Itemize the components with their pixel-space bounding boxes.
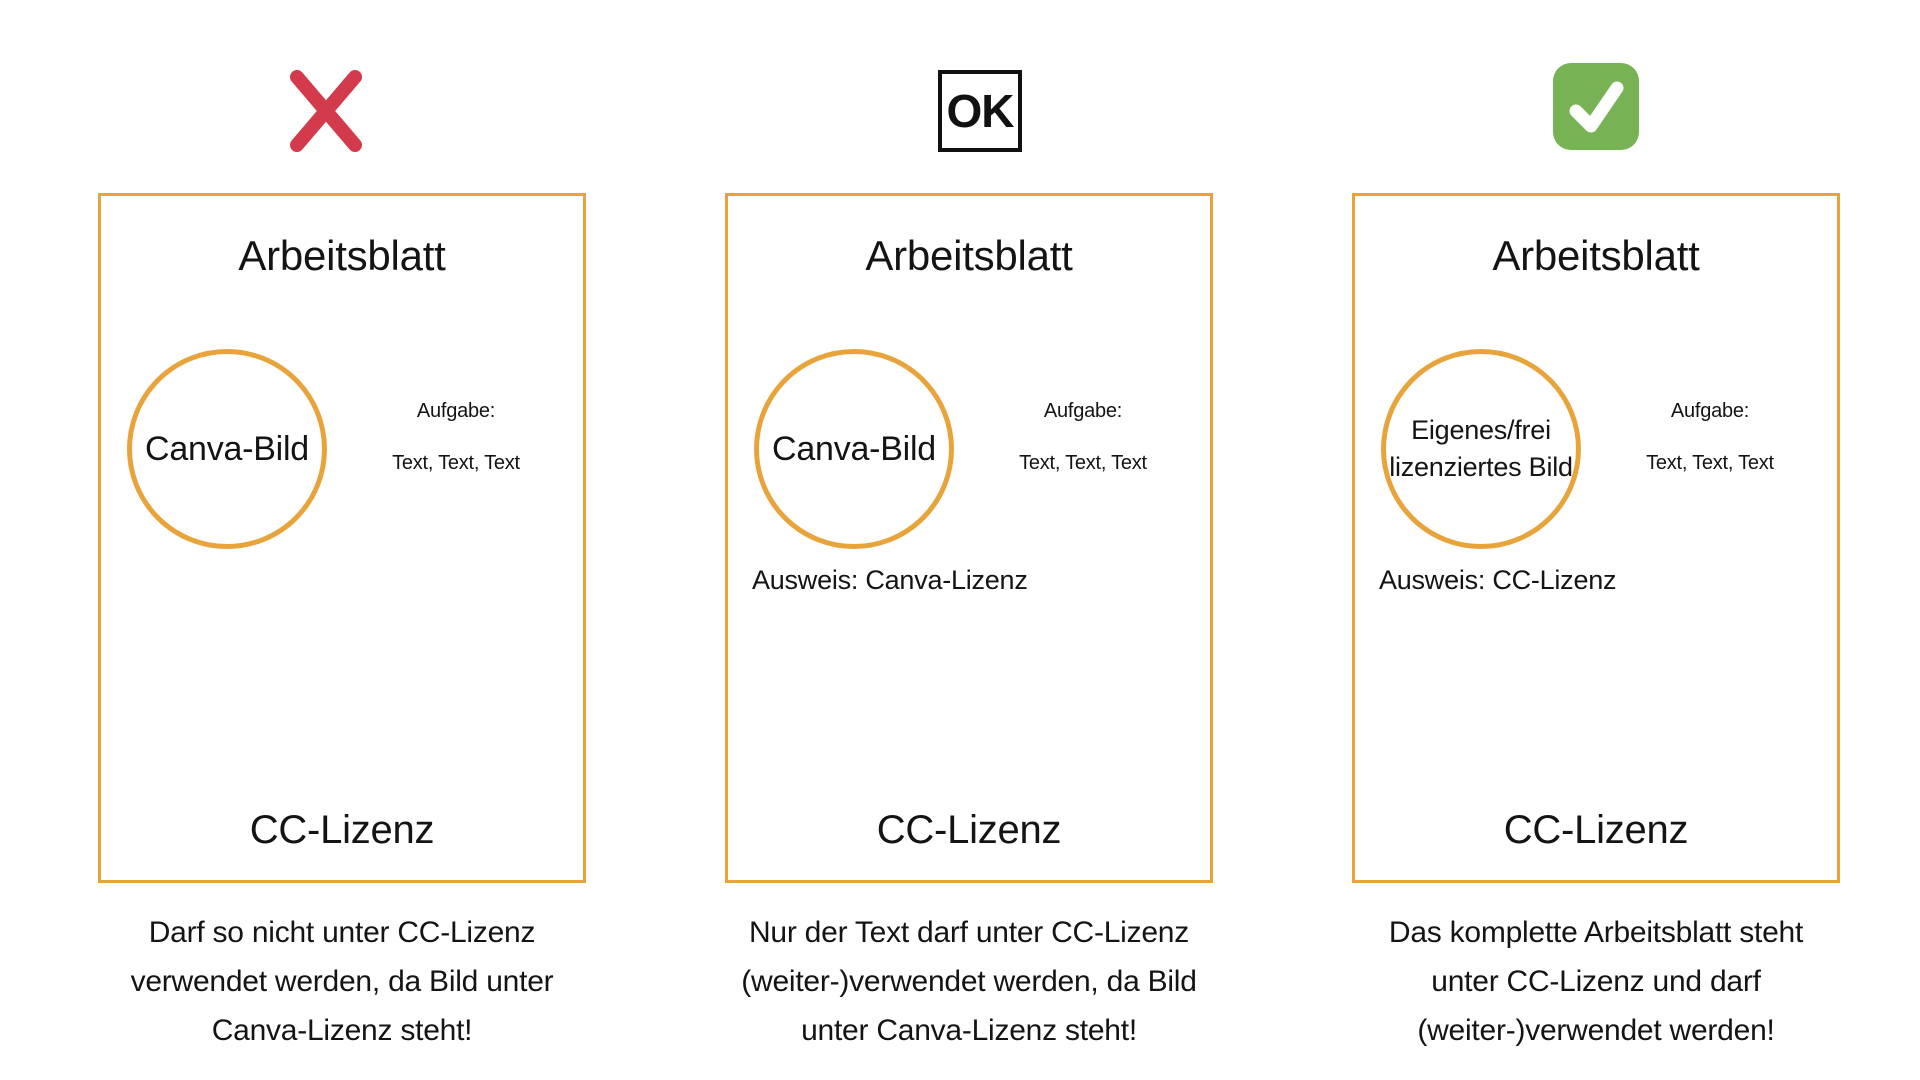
caption-partially-allowed xyxy=(725,908,1213,1055)
caption-line: Das komplette Arbeitsblatt steht xyxy=(1388,916,1804,949)
caption-line: Nur der Text darf unter CC-Lizenz xyxy=(748,916,1190,949)
task-label: Aufgabe: xyxy=(1043,400,1123,422)
license-note: Ausweis: Canva-Lizenz xyxy=(752,565,1028,595)
task-block xyxy=(1593,399,1827,475)
caption-line: unter Canva-Lizenz steht! xyxy=(801,1014,1137,1047)
caption-line: Canva-Lizenz steht! xyxy=(211,1014,473,1047)
worksheet-card-partially-allowed xyxy=(725,193,1213,883)
circle-label-line: Canva-Bild xyxy=(772,430,936,468)
worksheet-title: Arbeitsblatt xyxy=(238,232,446,279)
task-label: Aufgabe: xyxy=(416,400,496,422)
task-block xyxy=(966,399,1200,475)
circle-label-line: Canva-Bild xyxy=(145,430,309,468)
card-license-footer: CC-Lizenz xyxy=(249,808,435,852)
worksheet-title: Arbeitsblatt xyxy=(865,232,1073,279)
caption-allowed xyxy=(1352,908,1840,1055)
worksheet-title: Arbeitsblatt xyxy=(1492,232,1700,279)
cross-icon-svg xyxy=(286,64,366,158)
caption-not-allowed xyxy=(98,908,586,1055)
checkmark-icon xyxy=(1553,63,1639,150)
caption-line: unter CC-Lizenz und darf xyxy=(1431,965,1761,998)
cross-icon xyxy=(286,64,366,158)
circle-label-line: Eigenes/frei xyxy=(1411,415,1551,445)
license-note: Ausweis: CC-Lizenz xyxy=(1379,565,1617,595)
caption-line: (weiter-)verwendet werden, da Bild xyxy=(741,965,1197,998)
circle-label-line: lizenziertes Bild xyxy=(1389,452,1573,482)
task-text: Text, Text, Text xyxy=(1019,452,1147,474)
image-placeholder-circle xyxy=(754,349,954,549)
caption-line: (weiter-)verwendet werden! xyxy=(1417,1014,1775,1047)
checkmark-icon-svg xyxy=(1553,63,1639,150)
worksheet-card-allowed xyxy=(1352,193,1840,883)
card-license-footer: CC-Lizenz xyxy=(876,808,1062,852)
caption-line: Darf so nicht unter CC-Lizenz xyxy=(148,916,536,949)
ok-badge xyxy=(938,70,1022,152)
caption-line: verwendet werden, da Bild unter xyxy=(130,965,554,998)
task-block xyxy=(339,399,573,475)
image-placeholder-circle xyxy=(1381,349,1581,549)
image-placeholder-circle xyxy=(127,349,327,549)
ok-badge-label: OK xyxy=(946,85,1014,137)
task-text: Text, Text, Text xyxy=(392,452,520,474)
task-label: Aufgabe: xyxy=(1670,400,1750,422)
card-license-footer: CC-Lizenz xyxy=(1503,808,1689,852)
worksheet-card-not-allowed xyxy=(98,193,586,883)
task-text: Text, Text, Text xyxy=(1646,452,1774,474)
